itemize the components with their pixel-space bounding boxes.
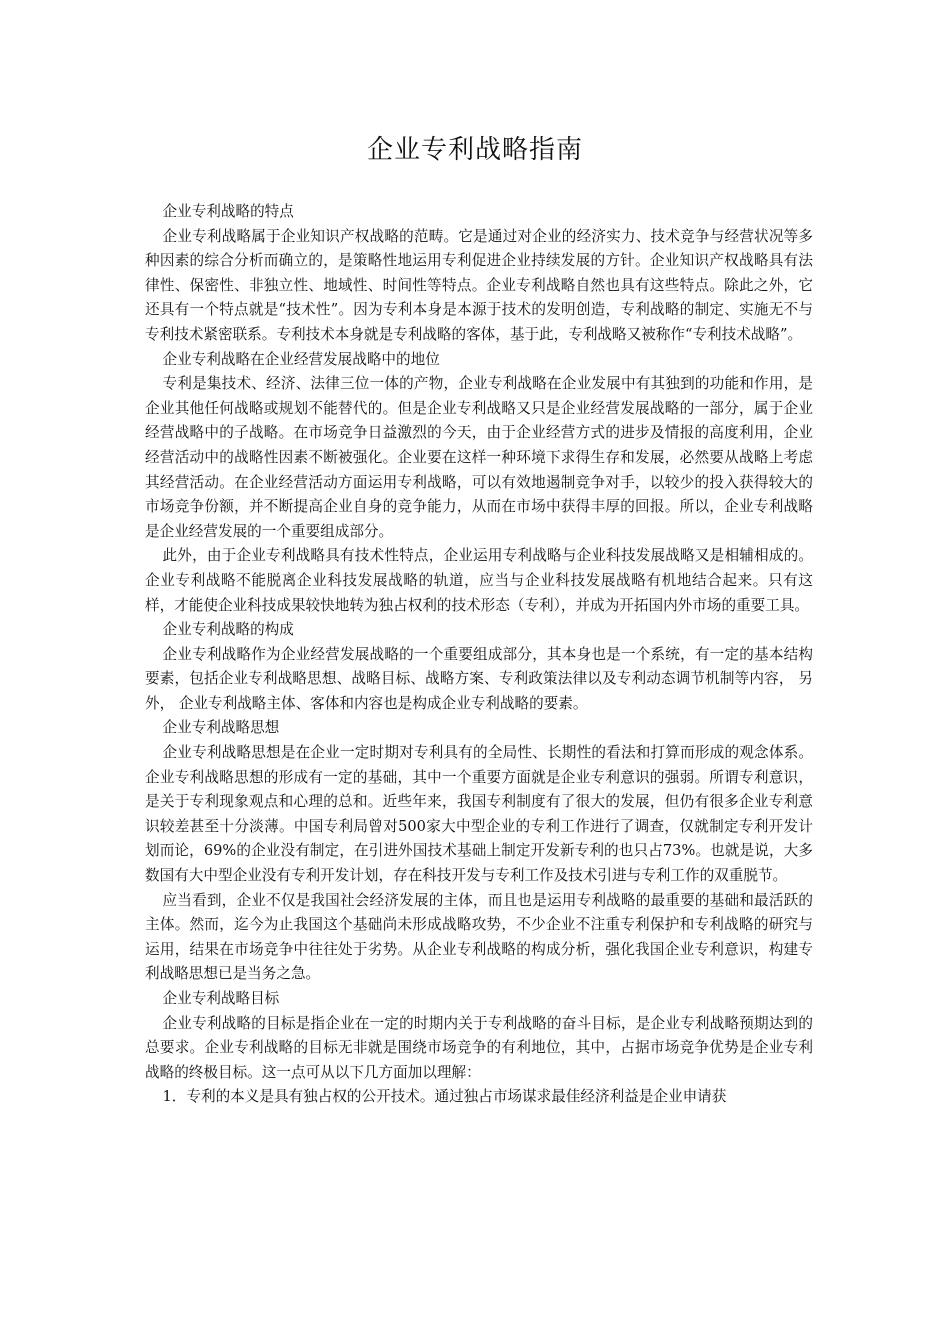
body-paragraph: 企业专利战略的目标是指企业在一定的时期内关于专利战略的奋斗目标，是企业专利战略预期达到的总要求。企业专利战略的目标无非就是围绕市场竞争的有利地位，其中，占据市场竞争优势是企业专利战略的终极目标。这一点可从以下几方面加以理解： (145, 1014, 813, 1081)
section-heading: 企业专利战略的特点 (162, 203, 294, 220)
section-heading: 企业专利战略在企业经营发展战略中的地位 (162, 350, 440, 368)
document-body (145, 200, 813, 1110)
body-paragraph: 专利是集技术、经济、法律三位一体的产物，企业专利战略在企业发展中有其独到的功能和作用，是企业其他任何战略或规划不能替代的。但是企业专利战略又只是企业经营发展战略的一部分，属于企业经营战略中的子战略。在市场竞争日益激烈的今天，由于企业经营方式的进步及情报的高度利用，企业经营活动中的战略性因素不断被强化。企业要在这样一种环境下求得生存和发展，必然要从战略上考虑其经营活动。在企业经营活动方面运用专利战略，可以有效地遏制竞争对手，以较少的投入获得较大的市场竞争份额，并不断提高企业自身的竞争能力，从而在市场中获得丰厚的回报。所以，企业专利战略是企业经营发展的一个重要组成部分。 (145, 375, 813, 540)
list-item: 1．专利的本义是具有独占权的公开技术。通过独占市场谋求最佳经济利益是企业申请获 (162, 1088, 727, 1106)
document-title: 企业专利战略指南 (366, 135, 583, 165)
section-heading: 企业专利战略目标 (162, 990, 280, 1007)
body-paragraph: 企业专利战略属于企业知识产权战略的范畴。它是通过对企业的经济实力、技术竞争与经营状况等多种因素的综合分析而确立的，是策略性地运用专利促进企业持续发展的方针。企业知识产权战略具有法律性、保密性、非独立性、地域性、时间性等特点。企业专利战略自然也具有这些特点。除此之外，它还具有一个特点就是“技术性”。因为专利本身是本源于技术的发明创造，专利战略的制定、实施无不与专利技术紧密联系。专利技术本身就是专利战略的客体，基于此，专利战略又被称作“专利技术战略”。 (145, 227, 813, 343)
body-paragraph: 企业专利战略思想是在企业一定时期对专利具有的全局性、长期性的看法和打算而形成的观念体系。企业专利战略思想的形成有一定的基础，其中一个重要方面就是企业专利意识的强弱。所谓专利意识，是关于专利现象观点和心理的总和。近些年来，我国专利制度有了很大的发展，但仍有很多企业专利意识较差甚至十分淡薄。中国专利局曾对500家大中型企业的专利工作进行了调查，仅就制定专利开发计划而论，69%的企业没有制定，在引进外国技术基础上制定开发新专利的也只占73%。也就是说，大多数国有大中型企业没有专利开发计划，存在科技开发与专利工作及技术引进与专利工作的双重脱节。 (145, 744, 813, 885)
section-heading: 企业专利战略思想 (162, 719, 280, 737)
body-paragraph: 应当看到，企业不仅是我国社会经济发展的主体，而且也是运用专利战略的最重要的基础和最活跃的主体。然而，迄今为止我国这个基础尚未形成战略攻势，不少企业不注重专利保护和专利战略的研究与运用，结果在市场竞争中往往处于劣势。从企业专利战略的构成分析，强化我国企业专利意识，构建专利战略思想已是当务之急。 (145, 891, 813, 983)
section-heading: 企业专利战略的构成 (162, 621, 294, 639)
body-paragraph: 企业专利战略作为企业经营发展战略的一个重要组成部分，其本身也是一个系统，有一定的基本结构要素，包括企业专利战略思想、战略目标、战略方案、专利政策法律以及专利动态调节机制等内容， 另外， 企业专利战略主体、客体和内容也是构成企业专利战略的要素。 (145, 645, 813, 712)
body-paragraph: 此外，由于企业专利战略具有技术性特点，企业运用专利战略与企业科技发展战略又是相辅相成的。企业专利战略不能脱离企业科技发展战略的轨道，应当与企业科技发展战略有机地结合起来。只有这样，才能使企业科技成果较快地转为独占权利的技术形态（专利），并成为开拓国内外市场的重要工具。 (145, 547, 813, 614)
